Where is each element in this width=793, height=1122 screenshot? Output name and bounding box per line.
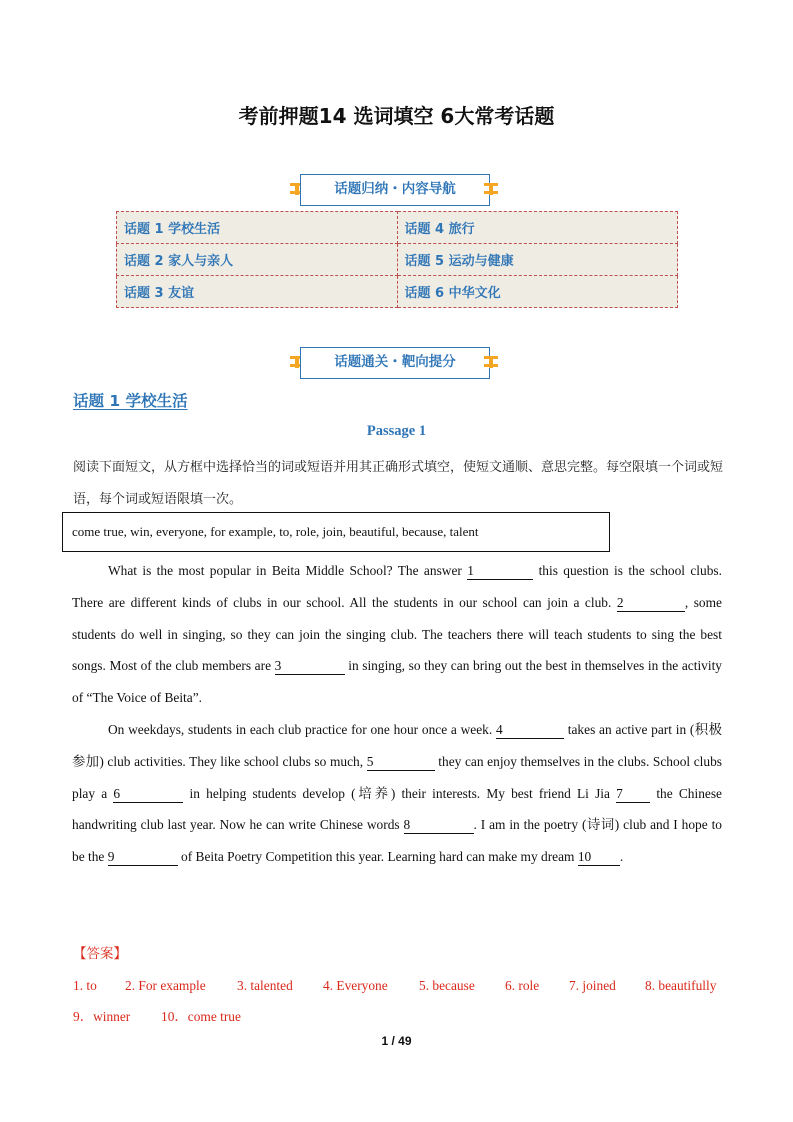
blank-3[interactable]: 3 [275, 658, 345, 675]
paragraph-1 [72, 555, 722, 714]
table-row [117, 212, 678, 244]
nav-topic-1[interactable]: 话题 1 学校生活 [117, 212, 398, 244]
passage-title: Passage 1 [366, 423, 427, 439]
paragraph-2 [72, 714, 722, 873]
nav-badge: 话题归纳・内容导航 [300, 174, 490, 206]
passage-body [72, 555, 722, 873]
blank-10[interactable]: 10 [578, 849, 620, 866]
page-title: 考前押题14 选词填空 6大常考话题 [238, 104, 555, 128]
text-segment: this question is the school clubs. There are different kinds of clubs in our school. All the students in our school can join a club. [72, 563, 722, 610]
blank-8[interactable]: 8 [404, 817, 474, 834]
blank-2[interactable]: 2 [617, 595, 685, 612]
nav-topic-2[interactable]: 话题 2 家人与亲人 [117, 244, 398, 276]
nav-topic-4[interactable]: 话题 4 旅行 [397, 212, 678, 244]
answer-item: 2. For example [125, 978, 206, 993]
blank-1[interactable]: 1 [467, 563, 533, 580]
answer-item: 5. because [419, 978, 475, 993]
table-row [117, 244, 678, 276]
page-number: 1 / 49 [381, 1034, 412, 1048]
answer-list [73, 970, 733, 1032]
blank-7[interactable]: 7 [616, 786, 650, 803]
text-segment: the Chinese handwriting club last year. Now he can write Chinese words [72, 785, 722, 833]
right-decoration-icon [484, 182, 498, 196]
text-segment: takes an active part in (积极参加) club activities. They like school clubs so much, [72, 721, 722, 769]
answer-label: 【答案】 [73, 946, 127, 962]
nav-topic-6[interactable]: 话题 6 中华文化 [397, 276, 678, 308]
text-segment: of Beita Poetry Competition this year. Learning hard can make my dream [177, 849, 578, 865]
practice-badge: 话题通关・靶向提分 [300, 347, 490, 379]
text-segment: . [619, 849, 624, 865]
text-segment: What is the most popular in Beita Middle School? The answer [108, 563, 468, 578]
text-segment: in singing, so they can bring out the best in themselves in the activity of “The Voice of Beita”. [72, 658, 722, 706]
text-segment: in helping students develop (培养) their interests. My best friend Li Jia [183, 785, 617, 801]
answer-item: 6. role [505, 978, 540, 993]
answer-item: 8. beautifully [645, 978, 717, 993]
blank-5[interactable]: 5 [367, 754, 435, 771]
blank-9[interactable]: 9 [108, 849, 178, 866]
blank-6[interactable]: 6 [113, 786, 183, 803]
answer-item: 9．winner [73, 1009, 131, 1024]
text-segment: they can enjoy themselves in the clubs. School clubs play a [72, 753, 722, 801]
answer-item: 4. Everyone [323, 978, 388, 993]
answer-item: 10．come true [161, 1009, 241, 1024]
answer-item: 1. to [73, 978, 97, 993]
nav-topic-3[interactable]: 话题 3 友谊 [117, 276, 398, 308]
text-segment: On weekdays, students in each club practice for one hour once a week. [108, 721, 496, 737]
table-row [117, 276, 678, 308]
answer-item: 7. joined [569, 978, 616, 993]
nav-topic-5[interactable]: 话题 5 运动与健康 [397, 244, 678, 276]
word-bank-box: come true, win, everyone, for example, to, role, join, beautiful, because, talent [62, 512, 610, 552]
text-segment: , some students do well in singing, so they can join the singing club. The teachers there will teach students to sing the best songs. Most of the club members are [72, 594, 722, 674]
blank-4[interactable]: 4 [496, 722, 564, 739]
topic-nav-table [116, 211, 678, 308]
instruction-text: 阅读下面短文，从方框中选择恰当的词或短语并用其正确形式填空，使短文通顺、意思完整。每空限填一个词或短语，每个词或短语限填一次。 [73, 460, 724, 507]
answer-item: 3. talented [237, 978, 293, 993]
section-heading: 话题 1 学校生活 [73, 392, 188, 410]
text-segment: . I am in the poetry (诗词) club and I hope to be the [72, 817, 722, 865]
right-decoration-icon [484, 355, 498, 369]
